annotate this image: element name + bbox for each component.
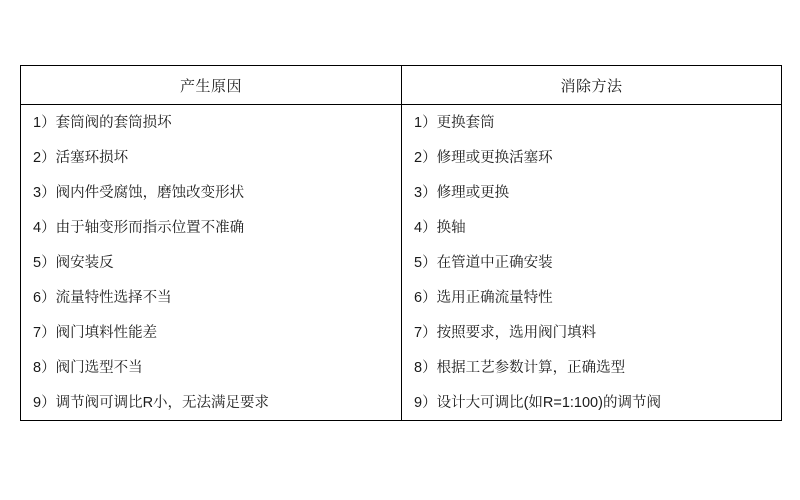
cause-list [21, 105, 401, 420]
list-item: 3）阀内件受腐蚀，磨蚀改变形状 [33, 184, 245, 201]
list-item: 5）在管道中正确安装 [414, 254, 553, 271]
table-header-row [21, 66, 782, 105]
table-header [21, 66, 782, 105]
column-header-cause: 产生原因 [21, 66, 402, 105]
list-item: 7）阀门填料性能差 [33, 324, 158, 341]
list-item: 9）调节阀可调比R小，无法满足要求 [33, 394, 270, 411]
remedy-list [402, 105, 781, 420]
list-item: 4）换轴 [414, 219, 466, 236]
list-item: 8）阀门选型不当 [33, 359, 143, 376]
cell-causes [21, 105, 402, 421]
cell-remedies [402, 105, 782, 421]
list-item: 2）修理或更换活塞环 [414, 149, 553, 166]
list-item: 2）活塞环损坏 [33, 149, 129, 166]
list-item: 7）按照要求，选用阀门填料 [414, 324, 597, 341]
table-container [20, 65, 780, 421]
list-item: 8）根据工艺参数计算，正确选型 [414, 359, 626, 376]
list-item: 9）设计大可调比(如R=1:100)的调节阀 [414, 394, 661, 411]
list-item: 1）更换套筒 [414, 114, 495, 131]
list-item: 6）选用正确流量特性 [414, 289, 553, 306]
list-item: 3）修理或更换 [414, 184, 510, 201]
table-body [21, 105, 782, 421]
column-header-remedy: 消除方法 [402, 66, 782, 105]
list-item: 6）流量特性选择不当 [33, 289, 172, 306]
list-item: 1）套筒阀的套筒损坏 [33, 114, 172, 131]
list-item: 5）阀安装反 [33, 254, 114, 271]
list-item: 4）由于轴变形而指示位置不准确 [33, 219, 245, 236]
table-row [21, 105, 782, 421]
causes-and-remedies-table [20, 65, 782, 421]
